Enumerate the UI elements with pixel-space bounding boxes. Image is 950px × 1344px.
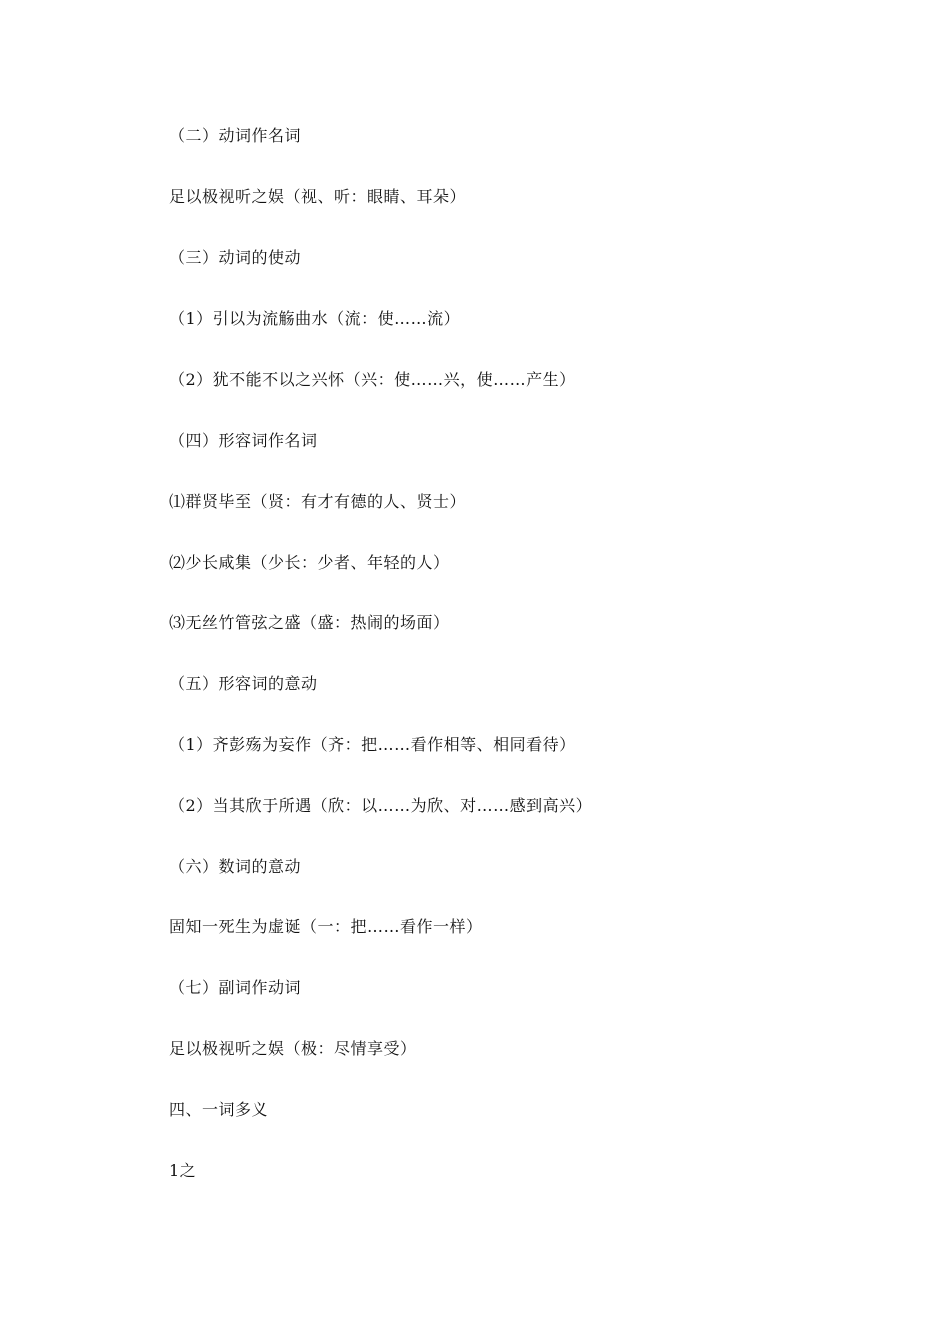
text-line: （1）齐彭殇为妄作（齐：把……看作相等、相同看待） — [169, 735, 576, 754]
text-line: 足以极视听之娱（极：尽情享受） — [169, 1039, 417, 1058]
section-heading-causative-verb: （三）动词的使动 — [169, 248, 302, 267]
section-heading-adjective-putative: （五）形容词的意动 — [169, 674, 318, 693]
text-line: ⑵少长咸集（少长：少者、年轻的人） — [169, 553, 450, 572]
text-line: （2）当其欣于所遇（欣：以……为欣、对……感到高兴） — [169, 796, 593, 815]
text-line: （1）引以为流觞曲水（流：使……流） — [169, 309, 461, 328]
chapter-heading-polysemy: 四、一词多义 — [169, 1100, 269, 1119]
text-line: ⑶无丝竹管弦之盛（盛：热闹的场面） — [169, 613, 450, 632]
section-heading-verb-as-noun: （二）动词作名词 — [169, 126, 302, 145]
text-line: 足以极视听之娱（视、听：眼睛、耳朵） — [169, 187, 467, 206]
section-heading-numeral-putative: （六）数词的意动 — [169, 857, 302, 876]
text-line: （2）犹不能不以之兴怀（兴：使……兴，使……产生） — [169, 370, 576, 389]
list-item-number: 1之 — [169, 1161, 197, 1180]
text-line: ⑴群贤毕至（贤：有才有德的人、贤士） — [169, 492, 467, 511]
text-line: 固知一死生为虚诞（一：把……看作一样） — [169, 917, 483, 936]
section-heading-adverb-as-verb: （七）副词作动词 — [169, 978, 302, 997]
section-heading-adjective-as-noun: （四）形容词作名词 — [169, 431, 318, 450]
